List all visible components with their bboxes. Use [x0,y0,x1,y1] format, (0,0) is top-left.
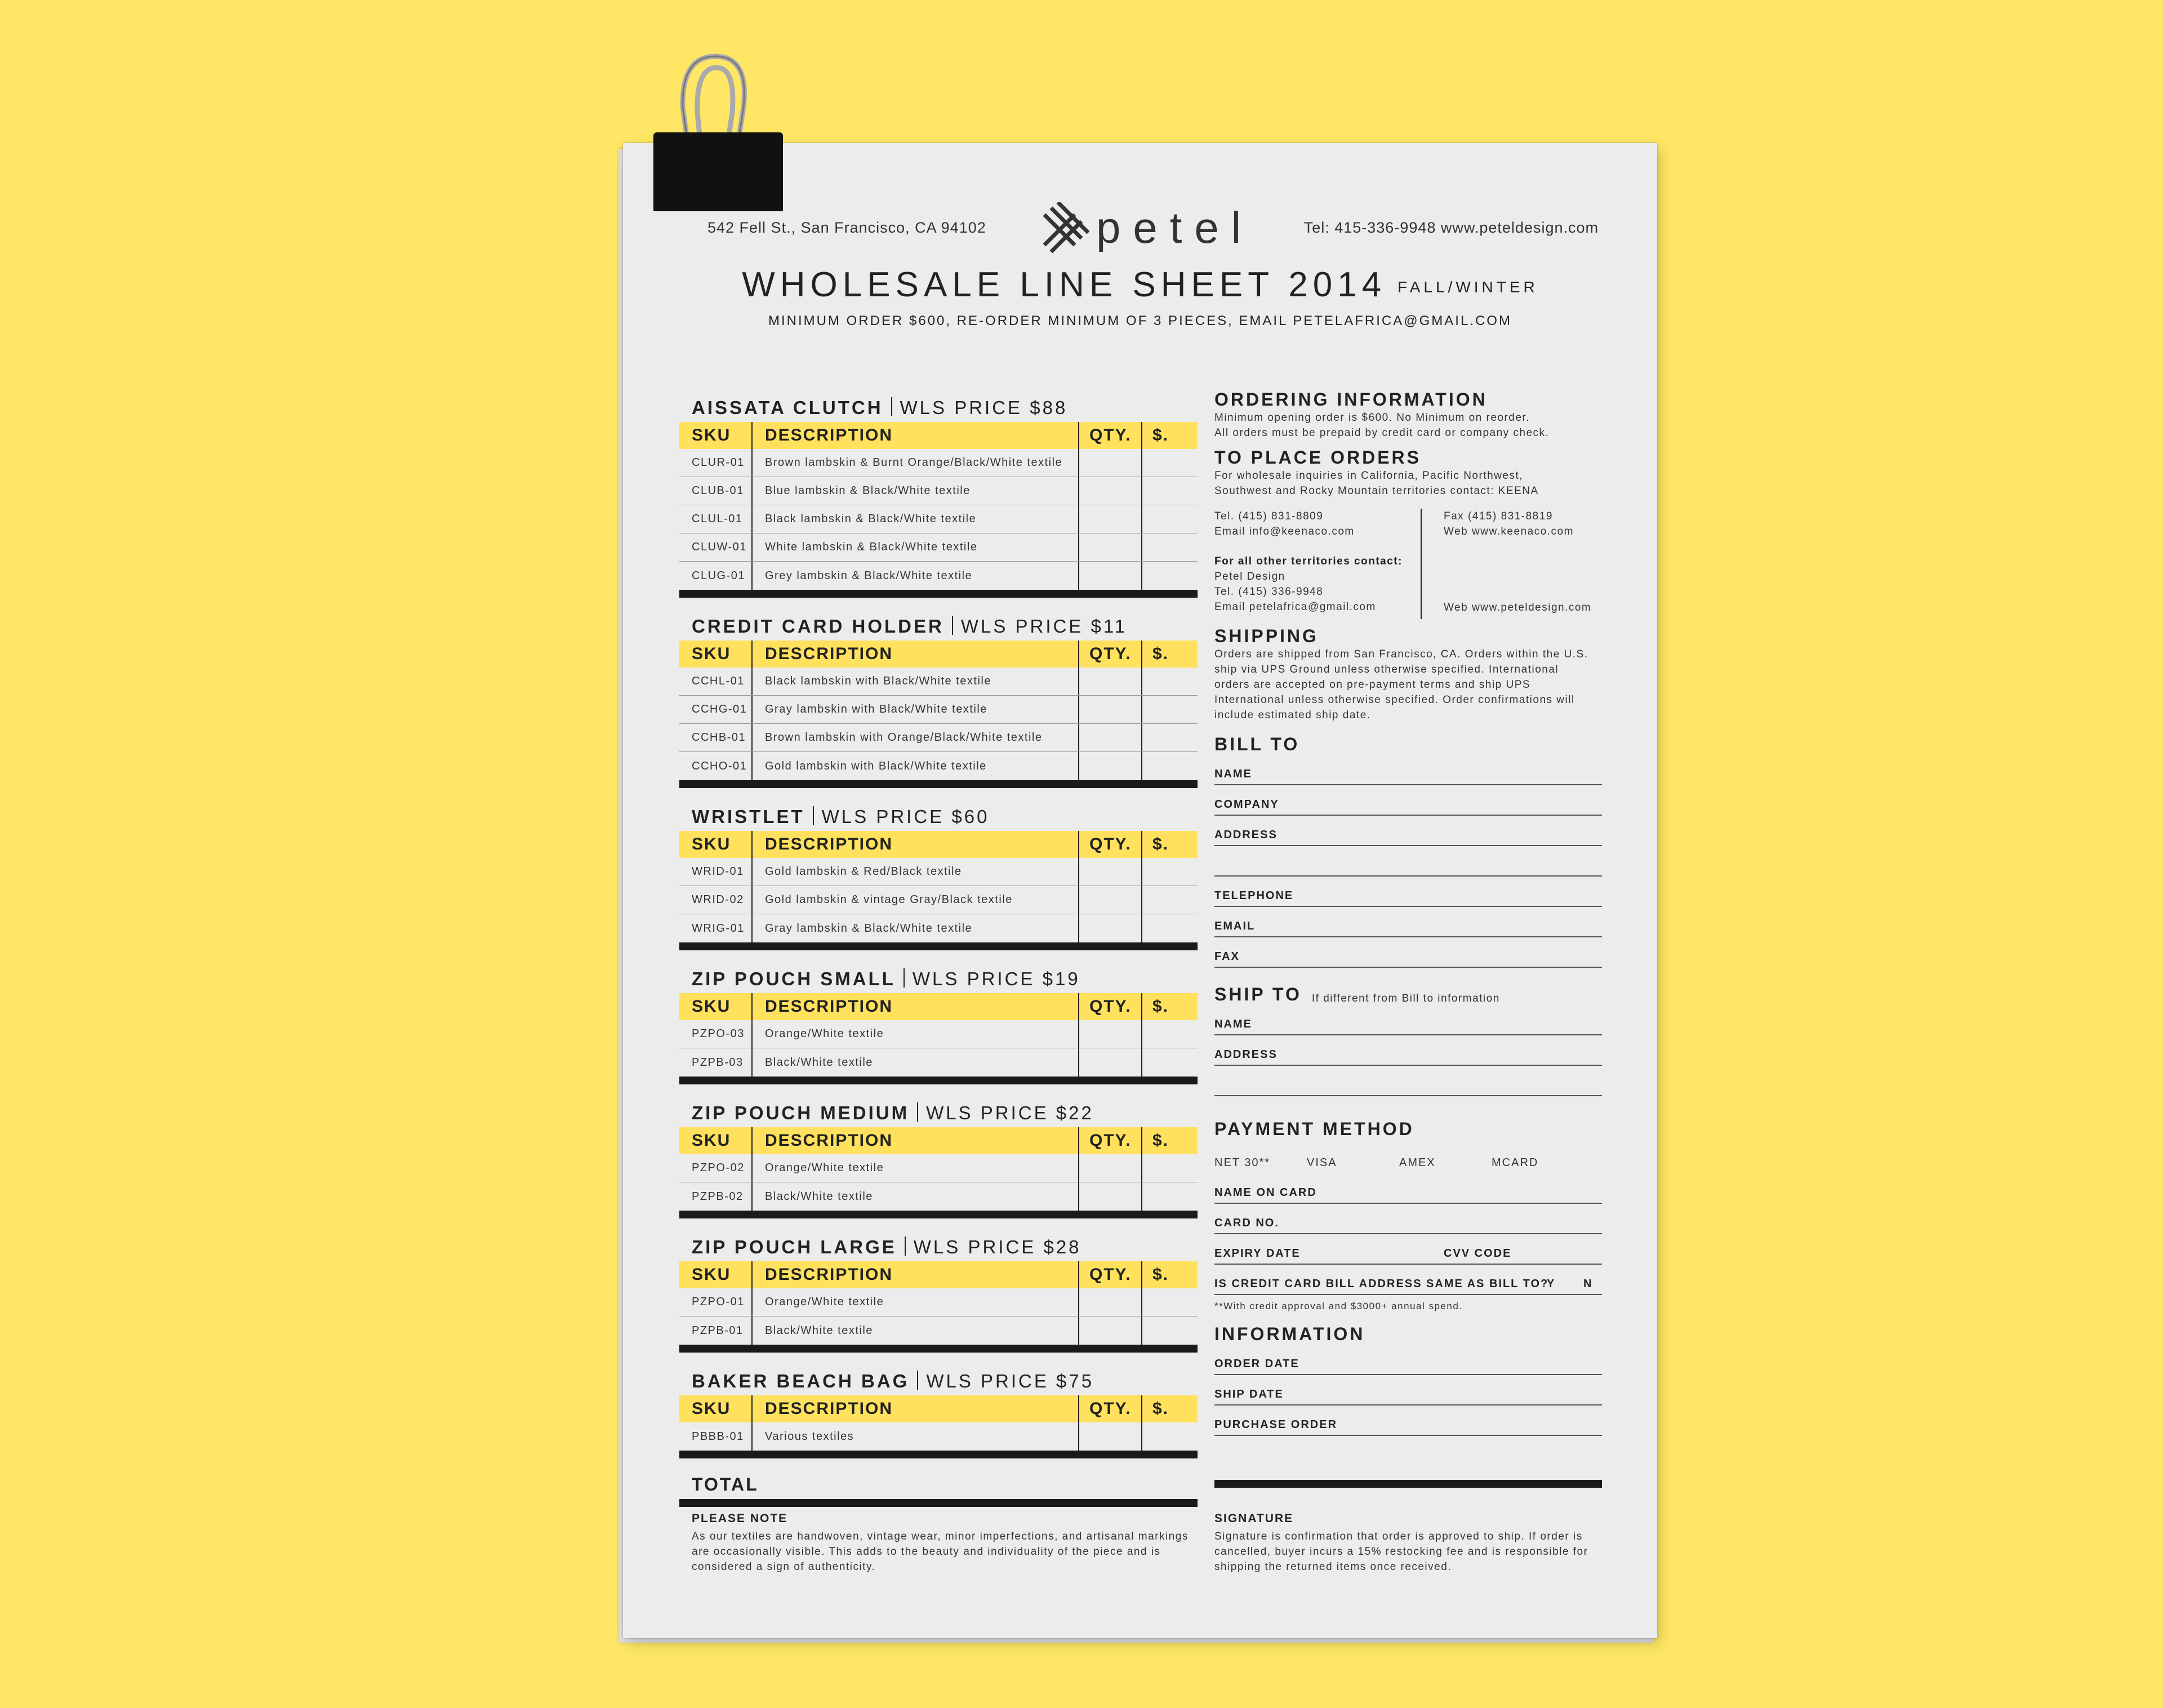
ship-to-fields [1214,1005,1602,1096]
description-cell: Black lambskin & Black/White textile [753,505,1079,533]
product-section [679,608,1198,788]
bill-to-name-field[interactable] [1214,755,1602,785]
sku-cell: PZPO-03 [679,1020,753,1048]
qty-cell[interactable] [1079,1316,1142,1345]
price-header: $. [1152,997,1169,1016]
shipping-heading: SHIPPING [1214,626,1319,646]
shipping-text: Orders are shipped from San Francisco, CA. Orders within the U.S. ship via UPS Ground unless otherwise specified. International orders are accepted on pre-payment terms and ship UPS International unless otherwise specified. Order confirmations will include estimated ship date. [1214,648,1588,721]
ship-to-name-label: NAME [1214,1018,1252,1030]
amount-cell[interactable] [1142,858,1198,886]
qty-cell[interactable] [1079,1154,1142,1182]
ship-to-address-label: ADDRESS [1214,1048,1278,1061]
table-row [679,1154,1198,1182]
title-main: WHOLESALE LINE SHEET 2014 [742,265,1387,304]
amount-cell[interactable] [1142,533,1198,561]
info-ship-date-field[interactable] [1214,1375,1602,1405]
product-name: BAKER BEACH BAG [692,1371,910,1391]
product-section [679,1095,1198,1218]
sku-cell: WRID-01 [679,858,753,886]
table-header [679,640,1198,668]
card-number-field[interactable] [1214,1204,1602,1234]
keena-tel: Tel. (415) 831-8809 [1214,510,1324,522]
product-title [679,1229,1198,1261]
amount-cell[interactable] [1142,505,1198,533]
table-header [679,993,1198,1020]
section-end-bar [679,1211,1198,1218]
bill-to-email-field[interactable] [1214,907,1602,937]
sku-cell: CLUG-01 [679,562,753,590]
sku-cell: PZPO-01 [679,1288,753,1316]
info-purchase-order-field[interactable] [1214,1405,1602,1436]
table-body [679,1422,1198,1451]
table-row [679,724,1198,752]
total-label: TOTAL [692,1474,759,1494]
description-cell: Black lambskin with Black/White textile [753,668,1079,695]
product-name: ZIP POUCH MEDIUM [692,1102,910,1123]
product-wholesale-price: WLS PRICE $28 [913,1236,1082,1257]
product-section [679,960,1198,1084]
amount-cell[interactable] [1142,449,1198,477]
place-orders-heading: TO PLACE ORDERS [1214,447,1421,468]
payment-method-heading: PAYMENT METHOD [1214,1119,1414,1139]
info-ship-date-label: SHIP DATE [1214,1388,1284,1400]
price-header: $. [1152,1265,1169,1284]
qty-cell[interactable] [1079,533,1142,561]
qty-header: QTY. [1079,422,1142,449]
bill-to-telephone-field[interactable] [1214,877,1602,907]
description-cell: Black/White textile [753,1182,1079,1211]
description-cell: Various textiles [753,1422,1079,1451]
same-address-field[interactable] [1214,1265,1602,1295]
sku-header: SKU [679,993,753,1020]
table-body [679,1020,1198,1077]
bill-to-name-label: NAME [1214,768,1252,780]
qty-header: QTY. [1079,993,1142,1020]
product-title [679,1095,1198,1127]
description-cell: Gold lambskin with Black/White textile [753,752,1079,780]
product-name: ZIP POUCH SMALL [692,968,896,989]
sku-cell: CCHO-01 [679,752,753,780]
section-end-bar [679,780,1198,788]
qty-cell[interactable] [1079,752,1142,780]
sku-cell: PZPB-01 [679,1316,753,1345]
qty-cell[interactable] [1079,1048,1142,1077]
bill-to-fax-label: FAX [1214,950,1240,963]
payment-option[interactable]: VISA [1307,1157,1337,1169]
payment-option[interactable]: AMEX [1399,1157,1436,1169]
sku-header: SKU [679,640,753,668]
total-bar[interactable] [679,1499,1198,1507]
amount-cell[interactable] [1142,1422,1198,1451]
amount-cell[interactable] [1142,1048,1198,1077]
signature-bar [1214,1480,1602,1488]
qty-cell[interactable] [1079,914,1142,942]
product-name: CREDIT CARD HOLDER [692,616,944,637]
qty-cell[interactable] [1079,696,1142,723]
price-header: $. [1152,426,1169,444]
amount-cell[interactable] [1142,886,1198,914]
product-wholesale-price: WLS PRICE $22 [926,1102,1094,1123]
table-row [679,1422,1198,1451]
company-contact: Tel: 415-336-9948 www.peteldesign.com [1303,219,1599,236]
title-divider [917,1102,918,1122]
product-title [679,1363,1198,1395]
description-cell: Orange/White textile [753,1020,1079,1048]
please-note-text: As our textiles are handwoven, vintage wear, minor imperfections, and artisanal markings are occasionally visible. This adds to the beauty and individuality of the piece and is considered a sign of authenticity. [692,1531,1189,1573]
product-title [679,608,1198,640]
qty-header: QTY. [1079,640,1142,668]
section-end-bar [679,1451,1198,1458]
information-heading: INFORMATION [1214,1324,1365,1344]
place-orders [1214,447,1602,619]
description-header: DESCRIPTION [753,1127,1079,1154]
sku-cell: PZPB-02 [679,1182,753,1211]
sku-header: SKU [679,422,753,449]
table-header [679,831,1198,858]
table-row [679,914,1198,942]
amount-cell[interactable] [1142,1288,1198,1316]
ship-to-heading: SHIP TO [1214,984,1302,1004]
same-address-label: IS CREDIT CARD BILL ADDRESS SAME AS BILL TO? [1214,1278,1549,1290]
ship-to-address-field[interactable] [1214,1035,1602,1066]
title-divider [891,397,892,416]
info-purchase-order-label: PURCHASE ORDER [1214,1418,1338,1431]
ordering-info-line2: All orders must be prepaid by credit card or company check. [1214,427,1550,439]
payment-method-options [1214,1157,1602,1173]
price-header: $. [1152,644,1169,663]
sku-cell: PZPO-02 [679,1154,753,1182]
price-header: $. [1152,1131,1169,1150]
table-body [679,1288,1198,1345]
same-address-no[interactable]: N [1583,1278,1593,1290]
qty-cell[interactable] [1079,724,1142,751]
brand-logo [1034,202,1259,253]
order-terms: MINIMUM ORDER $600, RE-ORDER MINIMUM OF 3 PIECES, EMAIL PETELAFRICA@GMAIL.COM [768,313,1512,328]
bill-to-fax-field[interactable] [1214,937,1602,968]
table-row [679,696,1198,724]
signature-text: Signature is confirmation that order is approved to ship. If order is cancelled, buyer incurs a 15% restocking fee and is responsible for shipping the returned items once received. [1214,1531,1588,1573]
table-header [679,1395,1198,1422]
ordering-info [1214,389,1602,441]
shipping-info [1214,626,1602,723]
qty-cell[interactable] [1079,886,1142,914]
bill-to-address-label: ADDRESS [1214,829,1278,841]
description-header: DESCRIPTION [753,1395,1079,1422]
description-header: DESCRIPTION [753,422,1079,449]
expiry-date-label: EXPIRY DATE [1214,1247,1301,1260]
brand-name: petel [1096,203,1254,252]
page-title [623,265,1657,305]
product-title [679,798,1198,831]
table-row [679,752,1198,780]
amount-cell[interactable] [1142,1316,1198,1345]
amount-cell[interactable] [1142,1182,1198,1211]
contacts-block [1214,509,1602,619]
product-name: AISSATA CLUTCH [692,397,883,418]
info-order-date-field[interactable] [1214,1345,1602,1375]
title-divider [813,806,814,825]
title-season: FALL/WINTER [1398,278,1538,296]
table-row [679,562,1198,590]
please-note-heading: PLEASE NOTE [692,1512,788,1525]
price-header: $. [1152,1399,1169,1418]
table-body [679,1154,1198,1211]
sku-cell: CCHG-01 [679,696,753,723]
expiry-date-field[interactable] [1214,1234,1602,1265]
price-header: $. [1152,835,1169,853]
table-row [679,1288,1198,1316]
name-on-card-field[interactable] [1214,1173,1602,1204]
amount-cell[interactable] [1142,562,1198,590]
amount-cell[interactable] [1142,477,1198,505]
description-cell: Orange/White textile [753,1288,1079,1316]
binder-clip-body [653,132,783,211]
description-cell: Blue lambskin & Black/White textile [753,477,1079,505]
place-orders-text: For wholesale inquiries in California, Pacific Northwest, Southwest and Rocky Mountain territories contact: KEENA [1214,470,1539,497]
title-divider [904,968,905,988]
amount-cell[interactable] [1142,696,1198,723]
table-row [679,858,1198,886]
product-section [679,1229,1198,1353]
title-divider [917,1371,918,1390]
same-address-yes[interactable]: Y [1547,1278,1556,1290]
bill-to-blank-field[interactable] [1214,846,1602,877]
description-header: DESCRIPTION [753,640,1079,668]
petel-name: Petel Design [1214,571,1285,582]
description-cell: Black/White textile [753,1048,1079,1077]
section-end-bar [679,590,1198,598]
ordering-info-heading: ORDERING INFORMATION [1214,389,1488,410]
sku-cell: CLUL-01 [679,505,753,533]
qty-cell[interactable] [1079,505,1142,533]
amount-cell[interactable] [1142,724,1198,751]
ship-to-name-field[interactable] [1214,1005,1602,1035]
description-cell: Black/White textile [753,1316,1079,1345]
please-note [692,1512,1199,1574]
table-header [679,1127,1198,1154]
qty-cell[interactable] [1079,477,1142,505]
description-cell: Gray lambskin & Black/White textile [753,914,1079,942]
payment-option[interactable]: NET 30** [1214,1157,1271,1169]
bill-to-company-label: COMPANY [1214,798,1279,811]
table-header [679,1261,1198,1288]
qty-header: QTY. [1079,1261,1142,1288]
sku-header: SKU [679,1127,753,1154]
amount-cell[interactable] [1142,1020,1198,1048]
table-row [679,1048,1198,1077]
description-cell: Brown lambskin & Burnt Orange/Black/White textile [753,449,1079,477]
qty-cell[interactable] [1079,668,1142,695]
crossed-lines-logo-icon [1040,202,1091,253]
sku-cell: WRID-02 [679,886,753,914]
description-header: DESCRIPTION [753,831,1079,858]
qty-cell[interactable] [1079,1422,1142,1451]
product-wholesale-price: WLS PRICE $88 [900,397,1068,418]
product-title [679,389,1198,422]
section-end-bar [679,1345,1198,1353]
amount-cell[interactable] [1142,914,1198,942]
table-body [679,858,1198,942]
sku-cell: CLUW-01 [679,533,753,561]
table-row [679,477,1198,505]
line-sheet-paper [623,143,1657,1638]
petel-tel: Tel. (415) 336-9948 [1214,586,1324,598]
product-wholesale-price: WLS PRICE $19 [912,968,1080,989]
section-end-bar [679,1077,1198,1084]
product-section [679,1363,1198,1458]
bill-to-fields [1214,755,1602,968]
product-wholesale-price: WLS PRICE $75 [926,1371,1094,1391]
bill-to-heading: BILL TO [1214,734,1300,754]
petel-email: Email petelafrica@gmail.com [1214,601,1376,613]
sku-header: SKU [679,1395,753,1422]
title-divider [905,1236,906,1256]
qty-cell[interactable] [1079,449,1142,477]
description-cell: White lambskin & Black/White textile [753,533,1079,561]
petel-web: Web www.peteldesign.com [1444,602,1592,613]
description-cell: Orange/White textile [753,1154,1079,1182]
section-end-bar [679,942,1198,950]
sku-cell: CLUB-01 [679,477,753,505]
total-row [679,1469,1198,1507]
table-row [679,449,1198,477]
product-list [679,389,1198,1507]
signature-section [1214,1512,1602,1574]
sku-cell: CCHB-01 [679,724,753,751]
qty-cell[interactable] [1079,1020,1142,1048]
sku-header: SKU [679,1261,753,1288]
title-divider [952,616,953,635]
other-territories-heading: For all other territories contact: [1214,555,1403,567]
binder-clip [648,45,783,214]
qty-header: QTY. [1079,1395,1142,1422]
bill-to-telephone-label: TELEPHONE [1214,889,1294,902]
payment-option[interactable]: MCARD [1492,1157,1539,1169]
product-section [679,389,1198,598]
table-row [679,886,1198,914]
contacts-right [1444,509,1601,615]
qty-cell[interactable] [1079,562,1142,590]
description-cell: Brown lambskin with Orange/Black/White textile [753,724,1079,751]
description-cell: Gold lambskin & Red/Black textile [753,858,1079,886]
table-row [679,668,1198,696]
sku-cell: WRIG-01 [679,914,753,942]
name-on-card-label: NAME ON CARD [1214,1186,1317,1199]
bill-to-email-label: EMAIL [1214,920,1256,932]
sku-cell: PZPB-03 [679,1048,753,1077]
table-row [679,1020,1198,1048]
qty-cell[interactable] [1079,1288,1142,1316]
table-header [679,422,1198,449]
sku-header: SKU [679,831,753,858]
description-header: DESCRIPTION [753,993,1079,1020]
keena-email: Email info@keenaco.com [1214,526,1355,537]
table-row [679,1182,1198,1211]
product-title [679,960,1198,993]
sku-cell: PBBB-01 [679,1422,753,1451]
table-body [679,668,1198,780]
qty-header: QTY. [1079,1127,1142,1154]
product-name: WRISTLET [692,806,805,827]
order-form [1214,389,1602,1488]
qty-cell[interactable] [1079,858,1142,886]
payment-footnote: **With credit approval and $3000+ annual spend. [1214,1301,1463,1311]
ordering-info-line1: Minimum opening order is $600. No Minimum on reorder. [1214,412,1530,424]
ship-to-hint: If different from Bill to information [1311,993,1500,1004]
amount-cell[interactable] [1142,752,1198,780]
product-section [679,798,1198,950]
sku-cell: CLUR-01 [679,449,753,477]
contacts-left [1214,509,1417,615]
signature-heading: SIGNATURE [1214,1512,1294,1525]
cvv-code-label: CVV CODE [1444,1247,1512,1260]
product-name: ZIP POUCH LARGE [692,1236,897,1257]
ship-to-header [1214,977,1602,1005]
product-wholesale-price: WLS PRICE $11 [960,616,1128,637]
table-row [679,1316,1198,1345]
description-header: DESCRIPTION [753,1261,1079,1288]
product-wholesale-price: WLS PRICE $60 [821,806,990,827]
sku-cell: CCHL-01 [679,668,753,695]
description-cell: Gray lambskin with Black/White textile [753,696,1079,723]
company-address: 542 Fell St., San Francisco, CA 94102 [707,219,986,236]
bill-to-company-field[interactable] [1214,785,1602,816]
description-cell: Gold lambskin & vintage Gray/Black textile [753,886,1079,914]
info-order-date-label: ORDER DATE [1214,1358,1299,1370]
keena-fax: Fax (415) 831-8819 [1444,510,1553,522]
table-body [679,449,1198,590]
qty-header: QTY. [1079,831,1142,858]
description-cell: Grey lambskin & Black/White textile [753,562,1079,590]
amount-cell[interactable] [1142,668,1198,695]
table-row [679,505,1198,533]
amount-cell[interactable] [1142,1154,1198,1182]
card-number-label: CARD NO. [1214,1217,1279,1229]
keena-web: Web www.keenaco.com [1444,526,1574,537]
qty-cell[interactable] [1079,1182,1142,1211]
contacts-divider [1421,509,1422,619]
bill-to-address-field[interactable] [1214,816,1602,846]
table-row [679,533,1198,562]
ship-to-blank-field[interactable] [1214,1066,1602,1096]
information-fields [1214,1345,1602,1436]
